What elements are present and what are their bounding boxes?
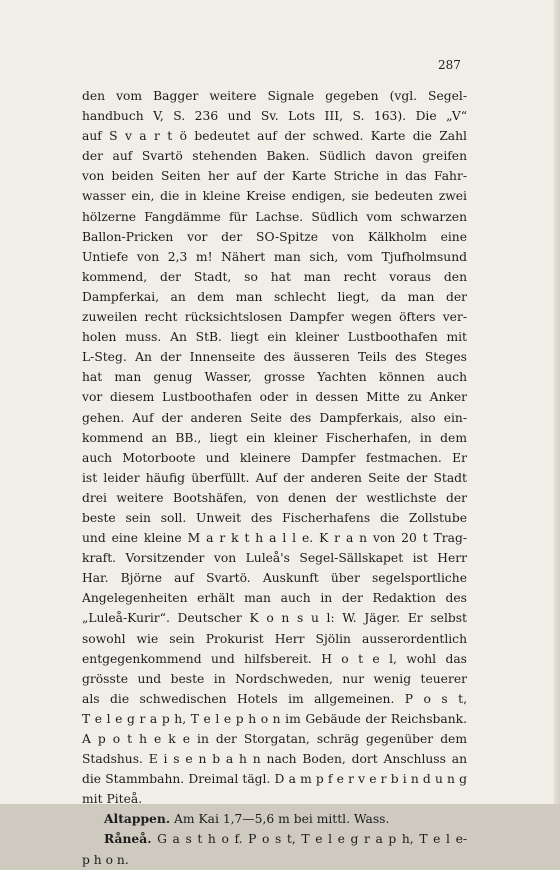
altappen-entry xyxy=(82,809,467,829)
ranea-text: G a s t h o f. P o s t, T e l e g r a p h, T e l e- xyxy=(151,832,467,847)
text-line: gehen. Auf der anderen Seite des Dampferkais, also ein- xyxy=(82,410,467,425)
text-line: kraft. Vorsitzender von Luleå's Segel-Sällskapet ist Herr xyxy=(82,551,467,566)
text-line: L-Steg. An der Innenseite des äusseren Teils des Steges xyxy=(82,350,467,365)
text-line: „Luleå-Kurir“. Deutscher K o n s u l: W. Jäger. Er selbst xyxy=(82,611,467,626)
text-line: Dampferkai, an dem man schlecht liegt, da man der xyxy=(82,289,467,304)
text-line: vor diesem Lustboothafen oder in dessen Mitte zu Anker xyxy=(82,390,467,405)
text-line: hölzerne Fangdämme für Lachse. Südlich vom schwarzen xyxy=(82,209,467,224)
text-line: handbuch V, S. 236 und Sv. Lots III, S. 163). Die „V“ xyxy=(82,109,467,124)
text-line: wasser ein, die in kleine Kreise endigen, sie bedeuten zwei xyxy=(82,189,467,204)
ranea-entry xyxy=(82,829,467,849)
text-line: mit Piteå. xyxy=(82,792,143,807)
text-line: drei weitere Bootshäfen, von denen der westlichste der xyxy=(82,490,467,505)
text-line: beste sein soll. Unweit des Fischerhafens die Zollstube xyxy=(82,510,467,525)
ranea-heading: Råneå. xyxy=(104,831,152,847)
text-line: zuweilen recht rücksichtslosen Dampfer wegen öfters ver- xyxy=(82,310,467,325)
text-line: als die schwedischen Hotels im allgemeinen. P o s t, xyxy=(82,691,467,706)
text-line: kommend an BB., liegt ein kleiner Fischerhafen, in dem xyxy=(82,430,467,445)
page-edge xyxy=(554,0,560,804)
text-line: auf S v a r t ö bedeutet auf der schwed. Karte die Zahl xyxy=(82,129,467,144)
text-line: hat man genug Wasser, grosse Yachten können auch xyxy=(82,370,467,385)
text-line: und eine kleine M a r k t h a l l e. K r a n von 20 t Trag- xyxy=(82,531,467,546)
text-line: Untiefe von 2,3 m! Nähert man sich, vom Tjufholmsund xyxy=(82,249,467,264)
text-line: auch Motorboote und kleinere Dampfer festmachen. Er xyxy=(82,450,467,465)
text-line: entgegenkommend und hilfsbereit. H o t e l, wohl das xyxy=(82,651,467,666)
text-line: T e l e g r a p h, T e l e p h o n im Gebäude der Reichsbank. xyxy=(82,711,467,726)
text-line: den vom Bagger weitere Signale gegeben (vgl. Segel- xyxy=(82,89,467,103)
text-line: Stadshus. E i s e n b a h n nach Boden, dort Anschluss an xyxy=(82,752,467,767)
text-line: A p o t h e k e in der Storgatan, schräg gegenüber dem xyxy=(82,732,467,746)
text-line: Angelegenheiten erhält man auch in der Redaktion des xyxy=(82,591,467,606)
altappen-heading: Altappen. xyxy=(104,811,171,827)
altappen-text: Am Kai 1,7—5,6 m bei mittl. Wass. xyxy=(170,812,390,827)
page-number: 287 xyxy=(438,58,461,72)
ranea-entry-continuation: p h o n. xyxy=(82,852,129,867)
text-line: von beiden Seiten her auf der Karte Striche in das Fahr- xyxy=(82,169,467,184)
text-line: sowohl wie sein Prokurist Herr Sjölin ausserordentlich xyxy=(82,631,467,646)
text-line: ist leider häufig überfüllt. Auf der anderen Seite der Stadt xyxy=(82,470,467,485)
text-line: der auf Svartö stehenden Baken. Südlich davon greifen xyxy=(82,149,467,164)
text-line: kommend, der Stadt, so hat man recht voraus den xyxy=(82,269,467,284)
text-line: Har. Björne auf Svartö. Auskunft über segelsportliche xyxy=(82,571,467,586)
body-text xyxy=(82,86,467,870)
text-line: Ballon-Pricken vor der SO-Spitze von Kälkholm eine xyxy=(82,229,467,244)
text-line: die Stammbahn. Dreimal tägl. D a m p f e r v e r b i n d u n g xyxy=(82,772,467,787)
text-line: holen muss. An StB. liegt ein kleiner Lustboothafen mit xyxy=(82,330,467,345)
text-line: grösste und beste in Nordschweden, nur wenig teuerer xyxy=(82,671,467,686)
